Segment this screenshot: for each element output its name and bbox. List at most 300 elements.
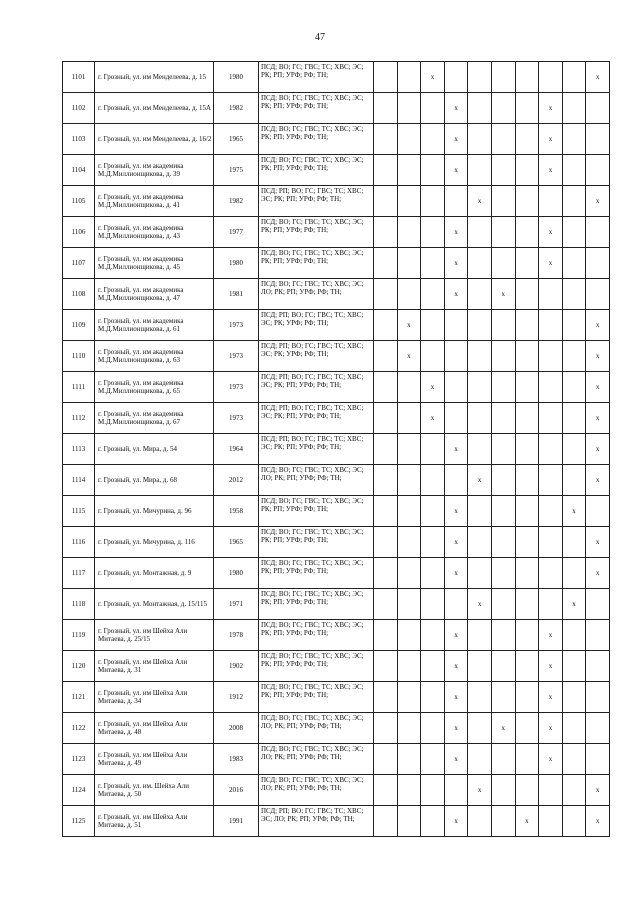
mark-cell: [491, 806, 515, 837]
mark-cell: [491, 248, 515, 279]
mark-cell: x: [421, 372, 445, 403]
mark-cell: [562, 806, 586, 837]
year-built-cell: 1971: [214, 589, 259, 620]
row-number-cell: 1107: [63, 248, 95, 279]
mark-cell: [468, 496, 492, 527]
mark-cell: [468, 217, 492, 248]
mark-cell: [397, 279, 421, 310]
table-row: [63, 589, 610, 620]
mark-cell: [539, 589, 563, 620]
year-built-cell: 1980: [214, 248, 259, 279]
mark-cell: [539, 806, 563, 837]
mark-cell: [444, 589, 468, 620]
year-built-cell: 1973: [214, 372, 259, 403]
mark-cell: [421, 496, 445, 527]
mark-cell: [468, 620, 492, 651]
mark-cell: [421, 217, 445, 248]
mark-cell: x: [468, 589, 492, 620]
mark-cell: [491, 465, 515, 496]
mark-cell: [515, 310, 539, 341]
mark-cell: [468, 806, 492, 837]
mark-cell: x: [586, 434, 610, 465]
mark-cell: [421, 651, 445, 682]
mark-cell: [491, 775, 515, 806]
building-systems-cell: ПСД; ВО; ГС; ГВС; ТС; ХВС; ЭС; ЛО; РК; РП; УРФ; РФ; ТН;: [259, 744, 374, 775]
mark-cell: [397, 775, 421, 806]
address-cell: г. Грозный, ул. Монтажная, д. 9: [95, 558, 214, 589]
mark-cell: [515, 651, 539, 682]
building-systems-cell: ПСД; РП; ВО; ГС; ГВС; ТС; ХВС; ЭС; РК; РП; УРФ; РФ; ТН;: [259, 186, 374, 217]
mark-cell: х: [539, 248, 563, 279]
year-built-cell: 1912: [214, 682, 259, 713]
mark-cell: [515, 155, 539, 186]
mark-cell: x: [444, 434, 468, 465]
table-row: [63, 217, 610, 248]
mark-cell: [491, 372, 515, 403]
mark-cell: [515, 465, 539, 496]
mark-cell: [468, 558, 492, 589]
year-built-cell: 1980: [214, 62, 259, 93]
building-systems-cell: ПСД; ВО; ГС; ГВС; ТС; ХВС; ЭС; РК; РП; УРФ; РФ; ТН;: [259, 527, 374, 558]
mark-cell: x: [468, 775, 492, 806]
row-number-cell: 1106: [63, 217, 95, 248]
year-built-cell: 1965: [214, 527, 259, 558]
year-built-cell: 1980: [214, 558, 259, 589]
table-row: [63, 279, 610, 310]
mark-cell: [468, 62, 492, 93]
row-number-cell: 1101: [63, 62, 95, 93]
year-built-cell: 1977: [214, 217, 259, 248]
mark-cell: [374, 93, 398, 124]
building-systems-cell: ПСД; ВО; ГС; ГВС; ТС; ХВС; ЭС; РК; РП; УРФ; РФ; ТН;: [259, 93, 374, 124]
mark-cell: [586, 620, 610, 651]
mark-cell: [468, 93, 492, 124]
address-cell: г. Грозный, ул. им академика М.Д.Миллионщикова, д. 45: [95, 248, 214, 279]
mark-cell: [515, 186, 539, 217]
mark-cell: [468, 651, 492, 682]
table-row: [63, 620, 610, 651]
mark-cell: [374, 713, 398, 744]
mark-cell: x: [586, 403, 610, 434]
address-cell: г. Грозный, ул. им Менделеева, д. 16/2: [95, 124, 214, 155]
mark-cell: [491, 155, 515, 186]
mark-cell: [491, 341, 515, 372]
mark-cell: [562, 465, 586, 496]
building-systems-cell: ПСД; ВО; ГС; ГВС; ТС; ХВС; ЭС; ЛО; РК; РП; УРФ; РФ; ТН;: [259, 465, 374, 496]
address-cell: г. Грозный, ул. им Менделеева, д. 15А: [95, 93, 214, 124]
mark-cell: [397, 124, 421, 155]
table-row: [63, 186, 610, 217]
address-cell: г. Грозный, ул. Мира, д. 54: [95, 434, 214, 465]
mark-cell: [374, 310, 398, 341]
mark-cell: [562, 93, 586, 124]
table-row: [63, 62, 610, 93]
mark-cell: [421, 248, 445, 279]
mark-cell: x: [586, 372, 610, 403]
mark-cell: [397, 62, 421, 93]
mark-cell: x: [562, 589, 586, 620]
address-cell: г. Грозный, ул. им академика М.Д.Миллионщикова, д. 63: [95, 341, 214, 372]
mark-cell: [397, 651, 421, 682]
mark-cell: [515, 496, 539, 527]
mark-cell: [562, 434, 586, 465]
mark-cell: х: [444, 558, 468, 589]
row-number-cell: 1103: [63, 124, 95, 155]
mark-cell: [374, 775, 398, 806]
mark-cell: [562, 217, 586, 248]
address-cell: г. Грозный, ул. им академика М.Д.Миллионщикова, д. 61: [95, 310, 214, 341]
address-cell: г. Грозный, ул. им Шейха Али Митаева, д. 25/15: [95, 620, 214, 651]
row-number-cell: 1109: [63, 310, 95, 341]
address-cell: г. Грозный, ул. им академика М.Д.Миллионщикова, д. 65: [95, 372, 214, 403]
mark-cell: [421, 806, 445, 837]
mark-cell: [562, 155, 586, 186]
mark-cell: [421, 155, 445, 186]
mark-cell: [421, 775, 445, 806]
mark-cell: [397, 682, 421, 713]
mark-cell: [374, 217, 398, 248]
mark-cell: [562, 372, 586, 403]
mark-cell: [515, 620, 539, 651]
mark-cell: [515, 341, 539, 372]
building-systems-cell: ПСД; ВО; ГС; ГВС; ТС; ХВС; ЭС; РК; РП; УРФ; РФ; ТН;: [259, 620, 374, 651]
year-built-cell: 1964: [214, 434, 259, 465]
mark-cell: [397, 155, 421, 186]
mark-cell: х: [397, 341, 421, 372]
mark-cell: [374, 124, 398, 155]
mark-cell: [586, 589, 610, 620]
mark-cell: [491, 310, 515, 341]
mark-cell: [444, 341, 468, 372]
mark-cell: x: [586, 806, 610, 837]
year-built-cell: 2012: [214, 465, 259, 496]
mark-cell: [515, 279, 539, 310]
mark-cell: [491, 620, 515, 651]
row-number-cell: 1120: [63, 651, 95, 682]
building-systems-cell: ПСД; ВО; ГС; ГВС; ТС; ХВС; ЭС; РК; РП; УРФ; РФ; ТН;: [259, 651, 374, 682]
mark-cell: [562, 620, 586, 651]
mark-cell: [539, 775, 563, 806]
mark-cell: [374, 620, 398, 651]
mark-cell: [562, 403, 586, 434]
address-cell: г. Грозный, ул. Монтажная, д. 15/115: [95, 589, 214, 620]
mark-cell: [397, 372, 421, 403]
year-built-cell: 1982: [214, 186, 259, 217]
mark-cell: [468, 155, 492, 186]
mark-cell: [374, 651, 398, 682]
building-systems-cell: ПСД; РП; ВО; ГС; ГВС; ТС; ХВС; ЭС; РК; РП; УРФ; РФ; ТН;: [259, 403, 374, 434]
mark-cell: [444, 372, 468, 403]
mark-cell: [397, 558, 421, 589]
row-number-cell: 1116: [63, 527, 95, 558]
mark-cell: [374, 403, 398, 434]
mark-cell: x: [562, 496, 586, 527]
mark-cell: [539, 279, 563, 310]
mark-cell: х: [539, 651, 563, 682]
mark-cell: x: [421, 62, 445, 93]
mark-cell: [444, 403, 468, 434]
year-built-cell: 1973: [214, 403, 259, 434]
mark-cell: [586, 682, 610, 713]
building-systems-cell: ПСД; ВО; ГС; ГВС; ТС; ХВС; ЭС; РК; РП; УРФ; РФ; ТН;: [259, 217, 374, 248]
mark-cell: [586, 279, 610, 310]
address-cell: г. Грозный, ул. им академика М.Д.Миллионщикова, д. 39: [95, 155, 214, 186]
address-cell: г. Грозный, ул. им Шейха Али Митаева, д. 51: [95, 806, 214, 837]
mark-cell: [421, 744, 445, 775]
mark-cell: [421, 434, 445, 465]
mark-cell: [421, 124, 445, 155]
mark-cell: [374, 279, 398, 310]
mark-cell: x: [586, 775, 610, 806]
mark-cell: [562, 341, 586, 372]
year-built-cell: 1973: [214, 341, 259, 372]
building-systems-cell: ПСД; ВО; ГС; ГВС; ТС; ХВС; ЭС; РК; РП; УРФ; РФ; ТН;: [259, 248, 374, 279]
mark-cell: [421, 527, 445, 558]
address-cell: г. Грозный, ул. им академика М.Д.Миллионщикова, д. 47: [95, 279, 214, 310]
mark-cell: х: [444, 651, 468, 682]
mark-cell: [397, 713, 421, 744]
building-systems-cell: ПСД; РП; ВО; ГС; ГВС; ТС; ХВС; ЭС; РК; УРФ; РФ; ТН;: [259, 310, 374, 341]
mark-cell: х: [444, 744, 468, 775]
mark-cell: [491, 93, 515, 124]
mark-cell: х: [539, 620, 563, 651]
mark-cell: [374, 186, 398, 217]
year-built-cell: 1991: [214, 806, 259, 837]
mark-cell: [586, 651, 610, 682]
year-built-cell: 1981: [214, 279, 259, 310]
mark-cell: [421, 186, 445, 217]
mark-cell: x: [468, 186, 492, 217]
mark-cell: [491, 186, 515, 217]
mark-cell: [421, 713, 445, 744]
mark-cell: х: [539, 124, 563, 155]
mark-cell: [539, 434, 563, 465]
mark-cell: [562, 651, 586, 682]
mark-cell: х: [539, 155, 563, 186]
building-systems-cell: ПСД; ВО; ГС; ГВС; ТС; ХВС; ЭС; РК; РП; УРФ; РФ; ТН;: [259, 62, 374, 93]
mark-cell: [539, 558, 563, 589]
mark-cell: [444, 310, 468, 341]
mark-cell: х: [444, 217, 468, 248]
address-cell: г. Грозный, ул. им Шейха Али Митаева, д. 49: [95, 744, 214, 775]
mark-cell: [586, 155, 610, 186]
mark-cell: х: [444, 93, 468, 124]
mark-cell: x: [586, 465, 610, 496]
row-number-cell: 1123: [63, 744, 95, 775]
mark-cell: [562, 558, 586, 589]
row-number-cell: 1113: [63, 434, 95, 465]
mark-cell: [374, 744, 398, 775]
mark-cell: x: [586, 186, 610, 217]
mark-cell: [374, 558, 398, 589]
mark-cell: [468, 310, 492, 341]
building-systems-cell: ПСД; ВО; ГС; ГВС; ТС; ХВС; ЭС; ЛО; РК; РП; УРФ; РФ; ТН;: [259, 279, 374, 310]
mark-cell: [515, 217, 539, 248]
mark-cell: [374, 465, 398, 496]
mark-cell: х: [397, 310, 421, 341]
mark-cell: [397, 465, 421, 496]
mark-cell: х: [444, 496, 468, 527]
mark-cell: [374, 248, 398, 279]
mark-cell: [374, 589, 398, 620]
mark-cell: [397, 806, 421, 837]
mark-cell: x: [586, 341, 610, 372]
address-cell: г. Грозный, ул. им Шейха Али Митаева, д. 31: [95, 651, 214, 682]
mark-cell: [515, 713, 539, 744]
mark-cell: x: [586, 310, 610, 341]
building-systems-cell: ПСД; РП; ВО; ГС; ГВС; ТС; ХВС; ЭС; ЛО; РК; РП; УРФ; РФ; ТН;: [259, 806, 374, 837]
row-number-cell: 1119: [63, 620, 95, 651]
mark-cell: [539, 465, 563, 496]
mark-cell: [515, 62, 539, 93]
building-systems-cell: ПСД; ВО; ГС; ГВС; ТС; ХВС; ЭС; РК; РП; УРФ; РФ; ТН;: [259, 558, 374, 589]
mark-cell: [491, 527, 515, 558]
mark-cell: [421, 589, 445, 620]
row-number-cell: 1117: [63, 558, 95, 589]
mark-cell: [468, 434, 492, 465]
table-row: [63, 806, 610, 837]
mark-cell: [539, 403, 563, 434]
table-row: [63, 372, 610, 403]
row-number-cell: 1118: [63, 589, 95, 620]
table-row: [63, 465, 610, 496]
mark-cell: [374, 62, 398, 93]
year-built-cell: 2008: [214, 713, 259, 744]
address-cell: г. Грозный, ул. Мичурина, д. 116: [95, 527, 214, 558]
address-cell: г. Грозный, ул. им. Шейха Али Митаева, д. 50: [95, 775, 214, 806]
table-row: [63, 775, 610, 806]
mark-cell: [515, 248, 539, 279]
mark-cell: [468, 124, 492, 155]
mark-cell: [586, 93, 610, 124]
mark-cell: [562, 713, 586, 744]
mark-cell: [562, 279, 586, 310]
mark-cell: х: [539, 93, 563, 124]
mark-cell: [515, 589, 539, 620]
address-cell: г. Грозный, ул. им Менделеева, д. 15: [95, 62, 214, 93]
mark-cell: x: [586, 527, 610, 558]
mark-cell: [421, 465, 445, 496]
mark-cell: х: [491, 713, 515, 744]
mark-cell: х: [444, 527, 468, 558]
table-row: [63, 744, 610, 775]
mark-cell: [374, 372, 398, 403]
mark-cell: [586, 217, 610, 248]
mark-cell: [515, 372, 539, 403]
mark-cell: [468, 248, 492, 279]
mark-cell: [491, 62, 515, 93]
mark-cell: [539, 341, 563, 372]
table-row: [63, 682, 610, 713]
mark-cell: [491, 434, 515, 465]
table-row: [63, 651, 610, 682]
mark-cell: [397, 248, 421, 279]
mark-cell: [515, 682, 539, 713]
building-systems-cell: ПСД; ВО; ГС; ГВС; ТС; ХВС; ЭС; РК; РП; УРФ; РФ; ТН;: [259, 155, 374, 186]
mark-cell: [421, 341, 445, 372]
mark-cell: [491, 403, 515, 434]
mark-cell: х: [444, 248, 468, 279]
mark-cell: [562, 527, 586, 558]
mark-cell: х: [444, 713, 468, 744]
year-built-cell: 1975: [214, 155, 259, 186]
year-built-cell: 1902: [214, 651, 259, 682]
mark-cell: [468, 744, 492, 775]
mark-cell: [444, 186, 468, 217]
mark-cell: х: [539, 713, 563, 744]
table-row: [63, 527, 610, 558]
address-cell: г. Грозный, ул. им Шейха Али Митаева, д. 48: [95, 713, 214, 744]
mark-cell: [468, 279, 492, 310]
mark-cell: [491, 744, 515, 775]
building-systems-cell: ПСД; ВО; ГС; ГВС; ТС; ХВС; ЭС; РК; РП; УРФ; РФ; ТН;: [259, 682, 374, 713]
mark-cell: [374, 806, 398, 837]
mark-cell: [539, 310, 563, 341]
year-built-cell: 1965: [214, 124, 259, 155]
mark-cell: [562, 186, 586, 217]
table-row: [63, 496, 610, 527]
address-cell: г. Грозный, ул. им академика М.Д.Миллионщикова, д. 67: [95, 403, 214, 434]
table-row: [63, 558, 610, 589]
address-cell: г. Грозный, ул. им академика М.Д.Миллионщикова, д. 43: [95, 217, 214, 248]
year-built-cell: 1978: [214, 620, 259, 651]
table-row: [63, 310, 610, 341]
address-cell: г. Грозный, ул. им академика М.Д.Миллионщикова, д. 41: [95, 186, 214, 217]
building-systems-cell: ПСД; ВО; ГС; ГВС; ТС; ХВС; ЭС; ЛО; РК; РП; УРФ; РФ; ТН;: [259, 775, 374, 806]
building-systems-cell: ПСД; ВО; ГС; ГВС; ТС; ХВС; ЭС; РК; РП; УРФ; РФ; ТН;: [259, 124, 374, 155]
mark-cell: x: [468, 465, 492, 496]
mark-cell: [539, 372, 563, 403]
row-number-cell: 1124: [63, 775, 95, 806]
mark-cell: [468, 713, 492, 744]
mark-cell: x: [421, 403, 445, 434]
mark-cell: [421, 279, 445, 310]
mark-cell: [562, 744, 586, 775]
mark-cell: [397, 403, 421, 434]
mark-cell: х: [444, 806, 468, 837]
mark-cell: x: [515, 806, 539, 837]
mark-cell: [397, 620, 421, 651]
mark-cell: х: [444, 682, 468, 713]
mark-cell: [397, 93, 421, 124]
mark-cell: [515, 527, 539, 558]
mark-cell: [491, 124, 515, 155]
mark-cell: [562, 310, 586, 341]
row-number-cell: 1104: [63, 155, 95, 186]
mark-cell: х: [491, 279, 515, 310]
mark-cell: [444, 62, 468, 93]
table-body: [63, 62, 610, 837]
row-number-cell: 1112: [63, 403, 95, 434]
row-number-cell: 1108: [63, 279, 95, 310]
mark-cell: [397, 186, 421, 217]
mark-cell: [468, 341, 492, 372]
year-built-cell: 1973: [214, 310, 259, 341]
housing-registry-table: [62, 61, 610, 837]
mark-cell: [491, 682, 515, 713]
mark-cell: [468, 527, 492, 558]
year-built-cell: 1958: [214, 496, 259, 527]
row-number-cell: 1115: [63, 496, 95, 527]
mark-cell: [374, 527, 398, 558]
mark-cell: [397, 434, 421, 465]
table-row: [63, 93, 610, 124]
mark-cell: [374, 341, 398, 372]
mark-cell: [421, 620, 445, 651]
mark-cell: [562, 248, 586, 279]
mark-cell: [539, 62, 563, 93]
building-systems-cell: ПСД; ВО; ГС; ГВС; ТС; ХВС; ЭС; РК; РП; УРФ; РФ; ТН;: [259, 496, 374, 527]
